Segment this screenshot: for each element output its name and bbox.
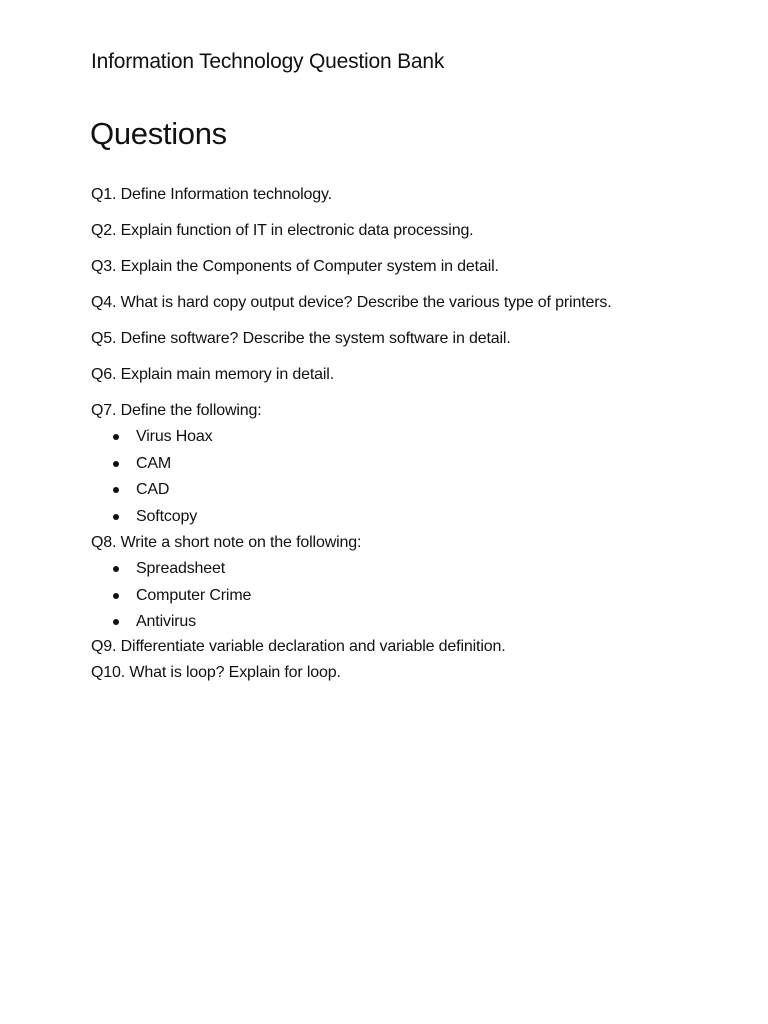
bullet-icon [113,487,119,493]
question-9: Q9. Differentiate variable declaration and variable definition. [91,638,506,655]
q8-item-label: Computer Crime [136,587,252,604]
question-3: Q3. Explain the Components of Computer system in detail. [91,258,499,275]
question-4: Q4. What is hard copy output device? Describe the various type of printers. [91,294,612,311]
bullet-icon [113,461,119,467]
q8-item-label: Antivirus [136,613,197,630]
question-10: Q10. What is loop? Explain for loop. [91,664,341,681]
q7-item-label: CAD [136,481,170,498]
bullet-icon [113,514,119,520]
question-2: Q2. Explain function of IT in electronic data processing. [91,222,474,239]
bullet-icon [113,593,119,599]
question-8: Q8. Write a short note on the following: [91,534,362,551]
q8-item-label: Spreadsheet [136,560,226,577]
question-1: Q1. Define Information technology. [91,186,332,203]
question-7: Q7. Define the following: [91,402,262,419]
q7-item-label: Virus Hoax [136,428,213,445]
bullet-icon [113,566,119,572]
q7-item-label: Softcopy [136,508,198,525]
question-5: Q5. Define software? Describe the system software in detail. [91,330,511,347]
section-heading: Questions [90,116,227,151]
q7-item-label: CAM [136,455,172,472]
question-6: Q6. Explain main memory in detail. [91,366,335,383]
document-title: Information Technology Question Bank [91,50,445,73]
bullet-icon [113,619,119,625]
bullet-icon [113,434,119,440]
